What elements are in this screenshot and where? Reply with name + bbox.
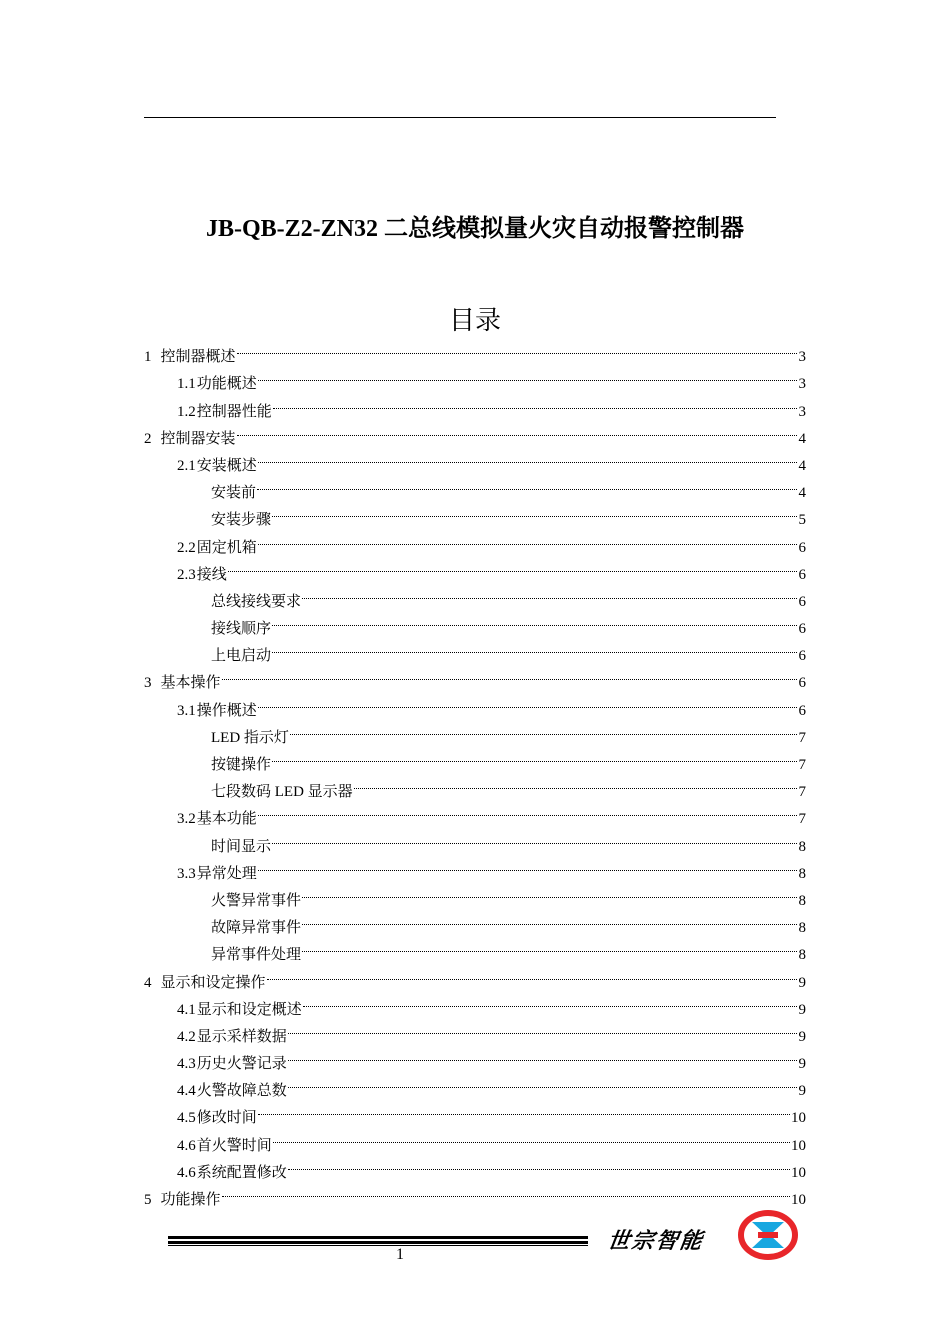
toc-entry[interactable] xyxy=(144,416,806,447)
toc-dot-leader xyxy=(288,1041,797,1068)
toc-entry-number: 2.1 xyxy=(177,457,196,474)
toc-entry-number: 3 xyxy=(144,675,152,692)
toc-entry-number: 5 xyxy=(144,1192,152,1208)
toc-entry-number: 2.3 xyxy=(177,566,196,583)
toc-entry-label: 系统配置修改 xyxy=(196,1164,287,1181)
header-rule xyxy=(144,117,776,118)
toc-entry-page: 6 xyxy=(798,593,806,610)
toc-entry-label: 总线接线要求 xyxy=(211,593,302,610)
toc-entry-page: 8 xyxy=(798,892,806,909)
toc-entry-number: 3.3 xyxy=(177,865,196,882)
toc-dot-leader xyxy=(258,443,797,470)
toc-entry-page: 7 xyxy=(798,784,806,801)
toc-entry-page: 6 xyxy=(798,648,806,665)
toc-entry-label: 功能操作 xyxy=(160,1192,221,1208)
toc-entry-page: 9 xyxy=(798,1083,806,1100)
toc-entry-label: LED 指示灯 xyxy=(211,729,289,746)
document-title: JB-QB-Z2-ZN32 二总线模拟量火灾自动报警控制器 xyxy=(205,216,744,242)
toc-dot-leader xyxy=(288,1068,797,1095)
toc-dot-leader xyxy=(273,388,797,415)
toc-entry-number: 4.5 xyxy=(177,1110,196,1127)
toc-dot-leader xyxy=(272,497,797,524)
toc-dot-leader xyxy=(302,579,797,606)
toc-dot-leader xyxy=(237,416,797,443)
toc-dot-leader xyxy=(257,470,797,497)
toc-entry-label: 历史火警记录 xyxy=(196,1056,287,1073)
toc-dot-leader xyxy=(228,552,797,579)
toc-dot-leader xyxy=(288,1150,790,1177)
toc-entry-page: 4 xyxy=(798,485,806,502)
toc-entry-label: 火警故障总数 xyxy=(196,1083,287,1100)
toc-entry-number: 1.2 xyxy=(177,403,196,420)
toc-dot-leader xyxy=(302,905,797,932)
toc-entry[interactable] xyxy=(144,579,806,610)
toc-entry-label: 接线顺序 xyxy=(211,621,272,638)
toc-dot-leader xyxy=(258,361,797,388)
toc-entry-page: 3 xyxy=(798,376,806,393)
toc-entry-number: 3.1 xyxy=(177,702,196,719)
toc-entry[interactable] xyxy=(144,687,806,719)
toc-entry-page: 10 xyxy=(791,1164,806,1181)
toc-entry-label: 修改时间 xyxy=(196,1110,257,1127)
toc-entry-number: 4.3 xyxy=(177,1056,196,1073)
toc-dot-leader xyxy=(222,660,797,687)
toc-dot-leader xyxy=(258,524,797,551)
toc-entry-page: 9 xyxy=(798,1028,806,1045)
toc-entry-number: 4.4 xyxy=(177,1083,196,1100)
toc-dot-leader xyxy=(272,823,797,850)
toc-entry-label: 接线 xyxy=(196,566,227,583)
toc-entry-page: 9 xyxy=(798,1056,806,1073)
toc-entry-number: 4.2 xyxy=(177,1028,196,1045)
toc-entry-label: 基本操作 xyxy=(160,675,221,692)
toc-entry-label: 安装步骤 xyxy=(211,512,272,529)
toc-dot-leader xyxy=(258,687,797,714)
toc-entry-label: 安装概述 xyxy=(196,457,257,474)
toc-entry-label: 显示和设定操作 xyxy=(160,974,266,991)
toc-entry-page: 6 xyxy=(798,539,806,556)
toc-dot-leader xyxy=(302,932,797,959)
toc-dot-leader xyxy=(258,796,797,823)
toc-entry-label: 七段数码 LED 显示器 xyxy=(211,784,353,801)
toc-entry-page: 6 xyxy=(798,675,806,692)
toc-entry-label: 异常处理 xyxy=(196,865,257,882)
toc-entry-page: 9 xyxy=(798,1001,806,1018)
toc-entry-label: 上电启动 xyxy=(211,648,272,665)
toc-entry-label: 控制器安装 xyxy=(160,430,236,447)
toc-entry-page: 7 xyxy=(798,811,806,828)
toc-heading: 目录 xyxy=(448,306,501,335)
toc-entry-number: 1.1 xyxy=(177,376,196,393)
toc-dot-leader xyxy=(290,715,797,742)
toc-entry-page: 4 xyxy=(798,457,806,474)
toc-dot-leader xyxy=(303,987,797,1014)
page-number: 1 xyxy=(396,1246,404,1263)
toc-entry[interactable] xyxy=(144,334,806,366)
toc-entry-label: 固定机箱 xyxy=(196,539,257,556)
toc-dot-leader xyxy=(302,878,797,905)
toc-entry[interactable] xyxy=(144,361,806,393)
toc-entry-number: 1 xyxy=(144,349,152,366)
toc-entry-page: 3 xyxy=(798,403,806,420)
toc-entry-page: 6 xyxy=(798,621,806,638)
toc-entry-number: 4.6 xyxy=(177,1164,196,1181)
toc-dot-leader xyxy=(222,1177,790,1204)
toc-dot-leader xyxy=(272,606,797,633)
toc-entry-page: 10 xyxy=(791,1192,806,1208)
toc-entry-number: 4.6 xyxy=(177,1137,196,1154)
toc-entry-page: 4 xyxy=(798,430,806,447)
toc-entry-label: 首火警时间 xyxy=(196,1137,272,1154)
toc-dot-leader xyxy=(237,334,797,361)
toc-dot-leader xyxy=(258,1095,790,1122)
toc-entry-label: 异常事件处理 xyxy=(211,947,302,964)
toc-entry-label: 火警异常事件 xyxy=(211,892,302,909)
brand-name: 世宗智能 xyxy=(605,1229,706,1254)
toc-entry-label: 时间显示 xyxy=(211,838,272,855)
toc-entry-page: 6 xyxy=(798,566,806,583)
toc-dot-leader xyxy=(273,1122,790,1149)
toc-entry-page: 7 xyxy=(798,757,806,773)
toc-entry-page: 10 xyxy=(791,1137,806,1154)
toc-entry[interactable] xyxy=(144,552,806,583)
toc-entry-number: 4 xyxy=(144,974,152,991)
toc-entry-label: 操作概述 xyxy=(196,702,257,719)
toc-entry-page: 9 xyxy=(798,974,806,991)
toc-entry-label: 按键操作 xyxy=(211,757,272,773)
toc-entry-page: 10 xyxy=(791,1110,806,1127)
toc-entry-label: 故障异常事件 xyxy=(211,920,302,937)
toc-entry-page: 8 xyxy=(798,947,806,964)
table-of-contents xyxy=(144,334,806,1208)
toc-dot-leader xyxy=(272,742,797,769)
toc-dot-leader xyxy=(267,959,797,986)
toc-dot-leader xyxy=(354,769,797,796)
toc-entry-label: 显示采样数据 xyxy=(196,1028,287,1045)
footer-rule xyxy=(168,1236,588,1246)
toc-entry-page: 3 xyxy=(798,349,806,366)
toc-entry-page: 8 xyxy=(798,865,806,882)
toc-entry-page: 5 xyxy=(798,512,806,529)
toc-dot-leader xyxy=(258,851,797,878)
toc-dot-leader xyxy=(288,1014,797,1041)
toc-entry-number: 2.2 xyxy=(177,539,196,556)
toc-entry-number: 4.1 xyxy=(177,1001,196,1018)
toc-entry-page: 6 xyxy=(798,702,806,719)
toc-entry[interactable] xyxy=(144,1177,806,1208)
toc-entry-label: 基本功能 xyxy=(196,811,257,828)
toc-dot-leader xyxy=(272,633,797,660)
toc-entry-page: 8 xyxy=(798,838,806,855)
toc-entry-page: 8 xyxy=(798,920,806,937)
toc-entry-label: 安装前 xyxy=(211,485,257,502)
toc-entry-label: 功能概述 xyxy=(196,376,257,393)
toc-entry-label: 显示和设定概述 xyxy=(196,1001,302,1018)
toc-entry[interactable] xyxy=(144,443,806,474)
toc-entry-label: 控制器概述 xyxy=(160,349,236,366)
toc-entry-number: 2 xyxy=(144,430,152,447)
toc-entry-number: 3.2 xyxy=(177,811,196,828)
toc-entry-page: 7 xyxy=(798,729,806,746)
toc-entry[interactable] xyxy=(144,660,806,692)
toc-entry-label: 控制器性能 xyxy=(196,403,272,420)
